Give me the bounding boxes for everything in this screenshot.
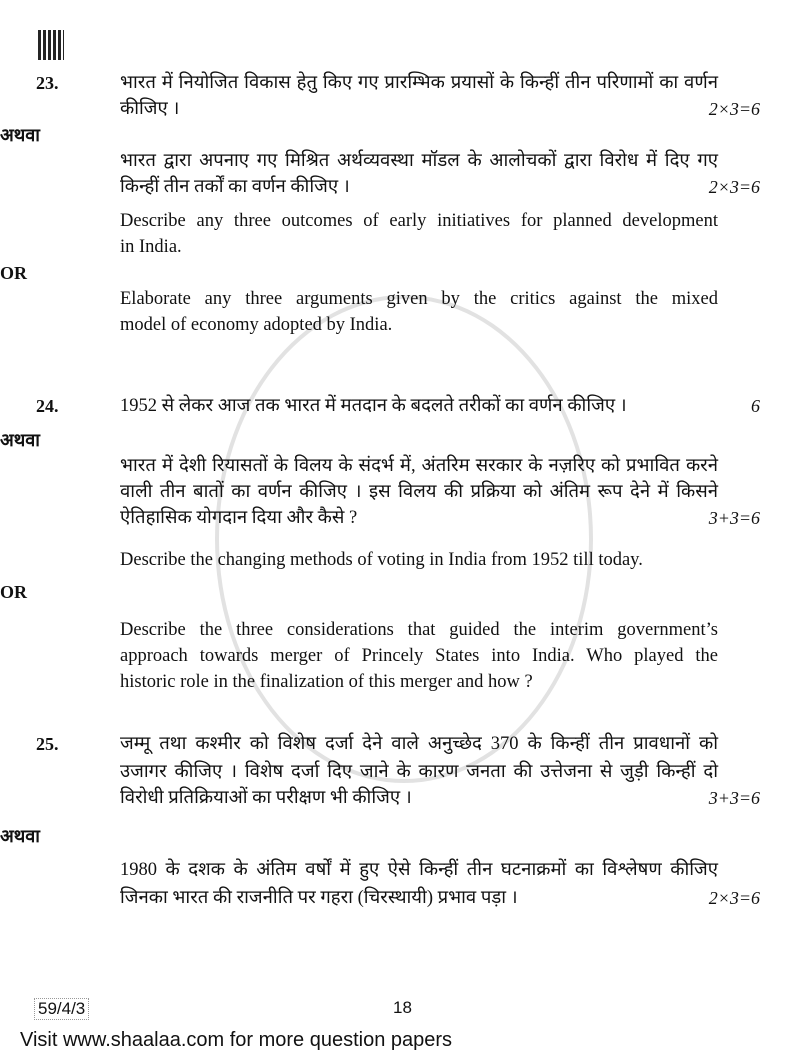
question-text: भारत में देशी रियासतों के विलय के संदर्भ में, अंतरिम सरकार के नज़रिए को प्रभावित करने: [120, 456, 718, 476]
questions-content: [0, 70, 760, 911]
or-divider: अथवा: [0, 125, 40, 145]
qr-code-icon: [38, 30, 64, 60]
or-divider: अथवा: [0, 430, 40, 450]
question-text: Describe any three outcomes of early initiatives for planned development: [120, 211, 718, 231]
question-text: जिनका भारत की राजनीति पर गहरा (चिरस्थायी) प्रभाव पड़ा ।: [120, 888, 518, 908]
question-number: 25.: [36, 734, 59, 754]
question-text: किन्हीं तीन तर्कों का वर्णन कीजिए ।: [120, 177, 350, 197]
question-24: [36, 393, 760, 419]
question-text: भारत में नियोजित विकास हेतु किए गए प्रारम्भिक प्रयासों के किन्हीं तीन परिणामों का वर्णन: [120, 73, 718, 93]
question-text: जम्मू तथा कश्मीर को विशेष दर्जा देने वाले अनुच्छेद 370 के किन्हीं तीन प्रावधानों को: [120, 734, 718, 754]
question-text: वाली तीन बातों का वर्णन कीजिए । इस विलय की प्रक्रिया को अंतिम रूप देने में किसने: [120, 482, 718, 502]
question-text: 1980 के दशक के अंतिम वर्षों में हुए ऐसे किन्हीं तीन घटनाक्रमों का विश्लेषण कीजिए: [120, 860, 718, 880]
question-text: Elaborate any three arguments given by the critics against the mixed: [120, 289, 718, 309]
question-number: 23.: [36, 73, 59, 93]
question-text: कीजिए ।: [120, 99, 180, 119]
question-text: विरोधी प्रतिक्रियाओं का परीक्षण भी कीजिए ।: [120, 788, 412, 808]
or-divider: OR: [0, 263, 27, 283]
question-text: Describe the changing methods of voting in India from 1952 till today.: [120, 550, 643, 570]
question-text: model of economy adopted by India.: [120, 315, 393, 335]
paper-code: 59/4/3: [34, 998, 89, 1020]
question-23: [36, 70, 760, 96]
question-number: 24.: [36, 396, 59, 416]
question-text: in India.: [120, 237, 182, 257]
marks: 6: [751, 396, 760, 416]
marks: 3+3=6: [708, 788, 760, 808]
question-text: Describe the three considerations that guided the interim government’s: [120, 620, 718, 640]
question-text: historic role in the finalization of this merger and how ?: [120, 672, 533, 692]
marks: 2×3=6: [708, 888, 760, 908]
question-25: [36, 731, 760, 757]
page-number: 18: [393, 998, 412, 1017]
question-text: approach towards merger of Princely States into India. Who played the: [120, 646, 718, 666]
question-text: 1952 से लेकर आज तक भारत में मतदान के बदलते तरीकों का वर्णन कीजिए ।: [120, 396, 627, 416]
marks: 2×3=6: [708, 177, 760, 197]
marks: 2×3=6: [708, 99, 760, 119]
marks: 3+3=6: [708, 508, 760, 528]
question-text: भारत द्वारा अपनाए गए मिश्रित अर्थव्यवस्था मॉडल के आलोचकों द्वारा विरोध में दिए गए: [120, 151, 718, 171]
or-divider: अथवा: [0, 826, 40, 846]
question-text: उजागर कीजिए । विशेष दर्जा दिए जाने के कारण जनता की उत्तेजना से जुड़ी किन्हीं दो: [120, 762, 718, 782]
visit-link[interactable]: Visit www.shaalaa.com for more question papers: [20, 1029, 453, 1051]
question-text: ऐतिहासिक योगदान दिया और कैसे ?: [120, 508, 358, 528]
or-divider: OR: [0, 582, 27, 602]
